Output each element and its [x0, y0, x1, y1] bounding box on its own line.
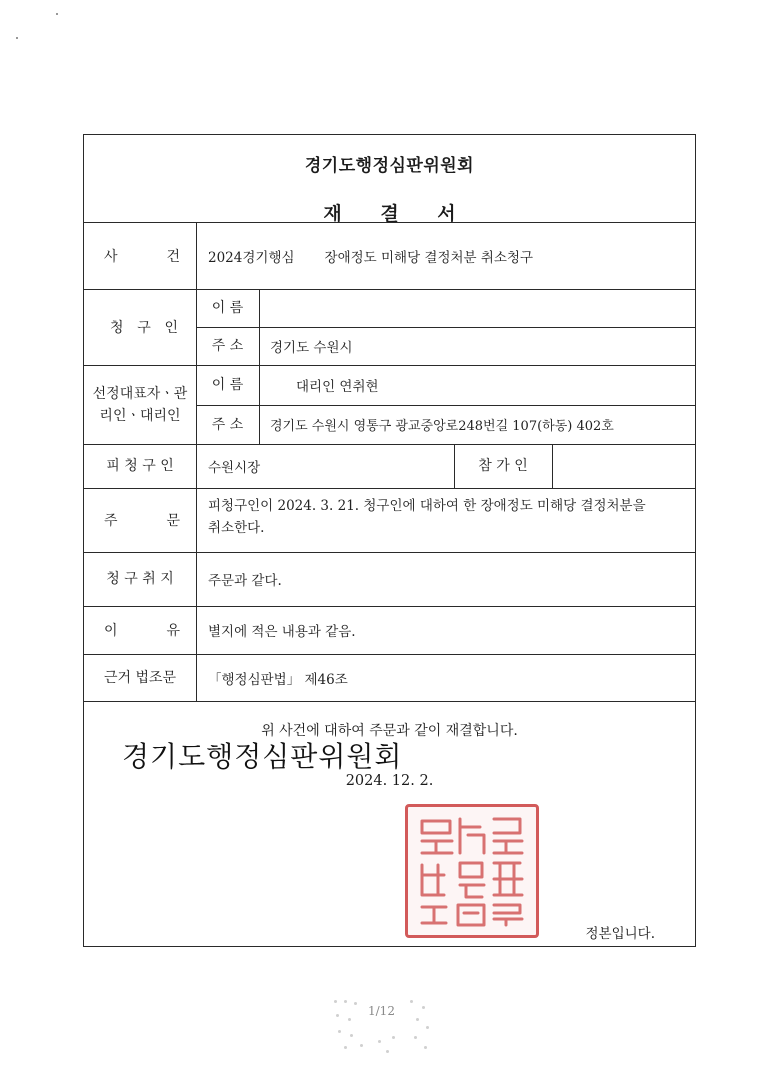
- perforation-dot: [414, 1036, 417, 1039]
- respondent-label: 피 청 구 인: [106, 458, 174, 474]
- perforation-dot: [348, 1018, 351, 1021]
- perforation-dot: [344, 1000, 347, 1003]
- claim-purpose-value: 주문과 같다.: [208, 573, 282, 589]
- closing-statement: 위 사건에 대하여 주문과 같이 재결합니다.: [261, 723, 518, 739]
- order-text: 피청구인이 2024. 3. 21. 청구인에 대하여 한 장애정도 미해당 결정처분을 취소한다.: [208, 498, 646, 536]
- intervenor-value: [562, 444, 690, 488]
- case-name: 장애정도 미해당 결정처분 취소청구: [324, 249, 534, 266]
- perforation-dot: [378, 1040, 381, 1043]
- perforation-dot: [360, 1044, 363, 1047]
- perforation-dot: [386, 1050, 389, 1053]
- table-rule: [259, 289, 260, 444]
- official-seal: [405, 804, 539, 938]
- intervenor-label: 참 가 인: [478, 458, 528, 474]
- committee-name: 경기도행정심판위원회: [122, 740, 403, 773]
- perforation-dot: [422, 1006, 425, 1009]
- perforation-dot: [334, 1000, 337, 1003]
- representative-name-value: 대리인 연취현: [296, 379, 379, 395]
- case-number: 2024경기행심: [208, 249, 295, 266]
- case-value: [208, 222, 688, 289]
- reason-label: 이 유: [104, 623, 180, 639]
- perforation-dot: [336, 1014, 339, 1017]
- case-label: 사 건: [104, 248, 180, 265]
- claimant-name-label: 이 름: [211, 300, 244, 316]
- decision-document-frame: [83, 134, 696, 947]
- legal-basis-label: 근거 법조문: [103, 669, 177, 686]
- perforation-dot: [350, 1034, 353, 1037]
- perforation-dot: [426, 1026, 429, 1029]
- seal-glyphs: [408, 807, 536, 935]
- title-char: 재: [323, 203, 342, 225]
- perforation-dot: [354, 1002, 357, 1005]
- representative-name-label: 이 름: [211, 377, 244, 393]
- perforation-dot: [410, 1000, 413, 1003]
- title-char: 서: [437, 203, 456, 225]
- claimant-name-value: [270, 289, 690, 327]
- page-number: 1/12: [368, 1004, 395, 1018]
- respondent-value: 수원시장: [208, 460, 261, 476]
- page-number-stamp: [330, 996, 440, 1056]
- perforation-dot: [338, 1030, 341, 1033]
- table-rule: [84, 701, 695, 702]
- claimant-address-label: 주 소: [211, 338, 244, 354]
- legal-basis-value: 「행정심판법」 제46조: [208, 671, 348, 688]
- claimant-label: 청 구 인: [110, 320, 178, 336]
- certified-copy-note: 정본입니다.: [585, 926, 655, 942]
- representative-address-value: 경기도 수원시 영통구 광교중앙로248번길 107(하동) 402호: [270, 419, 614, 434]
- org-header: 경기도행정심판위원회: [304, 156, 475, 176]
- claimant-address-value: 경기도 수원시: [270, 340, 353, 356]
- order-label: 주 문: [104, 513, 180, 529]
- perforation-dot: [424, 1046, 427, 1049]
- decision-date: 2024. 12. 2.: [345, 773, 434, 789]
- reason-value: 별지에 적은 내용과 같음.: [208, 624, 356, 640]
- title-char: 결: [380, 203, 399, 225]
- scan-speck: [56, 13, 58, 15]
- perforation-dot: [392, 1036, 395, 1039]
- table-rule: [552, 444, 553, 488]
- claim-purpose-label: 청 구 취 지: [106, 571, 174, 587]
- representative-label: 선정대표자ㆍ관 리인ㆍ대리인: [92, 385, 188, 424]
- perforation-dot: [344, 1046, 347, 1049]
- perforation-dot: [416, 1018, 419, 1021]
- representative-address-label: 주 소: [211, 416, 244, 433]
- scan-speck: [16, 37, 18, 39]
